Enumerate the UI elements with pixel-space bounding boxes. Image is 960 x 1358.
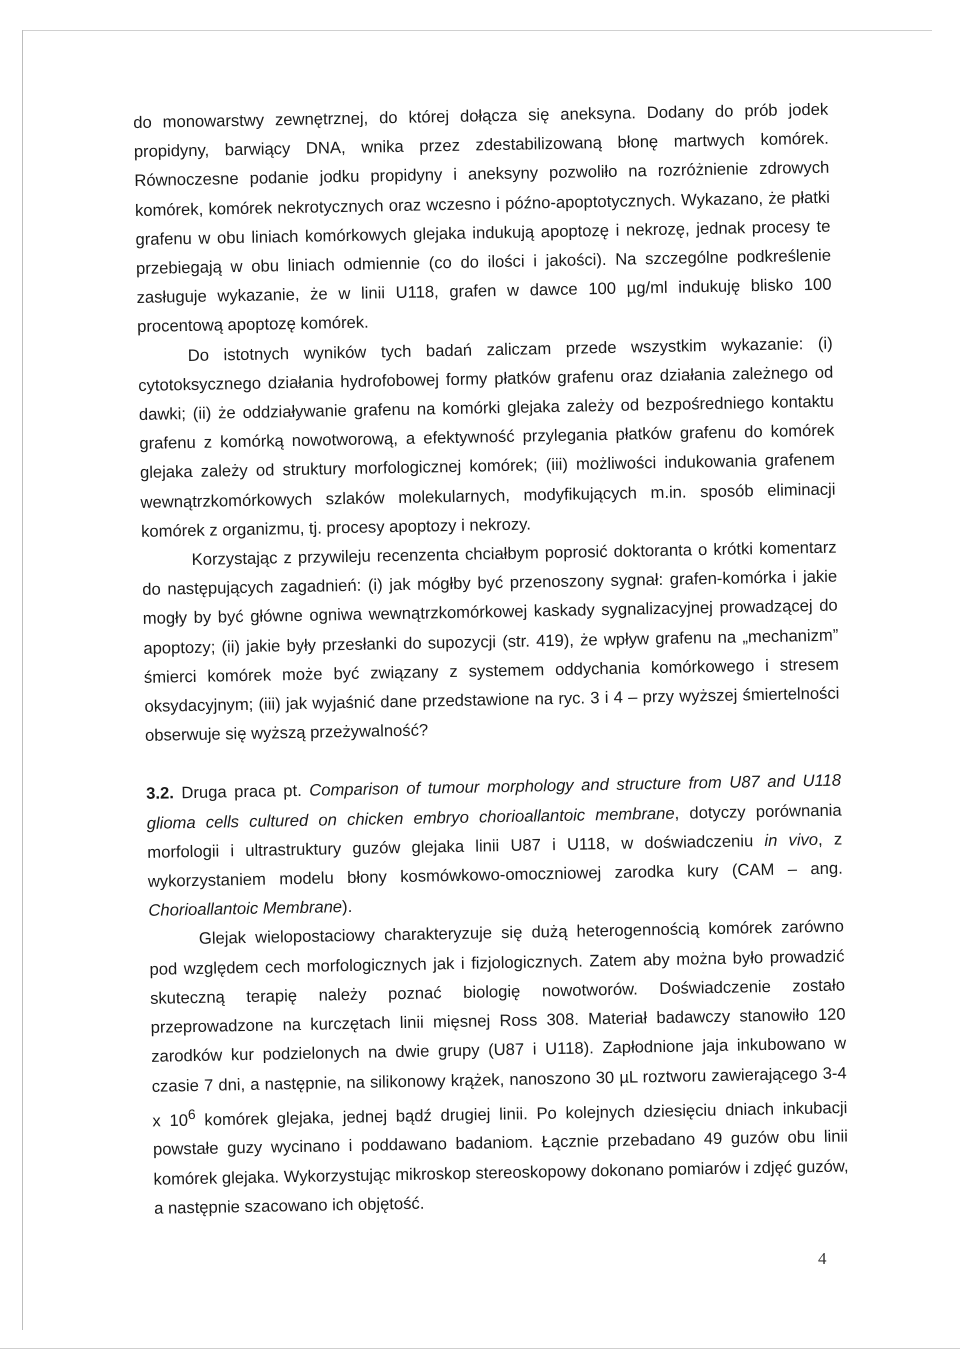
scan-edge-top bbox=[22, 30, 932, 31]
paper-title: Comparison of tumour morphology and structure from U87 and U118 glioma cells cultured on chicken embryo chorioallantoic membrane bbox=[146, 771, 842, 833]
section-intro: Druga praca pt. bbox=[181, 781, 302, 803]
paragraph-1: do monowarstwy zewnętrznej, do której dołącza się aneksyna. Dodany do prób jodek propidyny, barwiący DNA, wnika przez zdestabilizowaną błonę martwych komórek. Równoczesne podanie jodku propidyny i aneksyny pozwoliło na rozróżnienie zdrowych komórek, komórek nekrotycznych oraz wczesno i późno-apoptotycznych. Wykazano, że płatki grafenu w obu liniach komórkowych glejaka indukują apoptozę i nekrozę, jednak procesy te przebiegają w obu liniach odmiennie (co do ilości i jakości). Na szczególne podkreślenie zasługuje wykazanie, że w linii U118, grafen w dawce 100 µg/ml indukuję blisko 100 procentową apoptozę komórek. bbox=[133, 99, 832, 337]
paragraph-final-part-2: komórek glejaka, jednej bądź drugiej linii. Po kolejnych dziesięciu dniach inkubacji powstałe guzy wycinano i poddawano badaniom. Łącznie przebadano 49 guzów obu linii komórek glejaka. Wykorzystując mikroskop stereoskopowy dokonano pomiarów i zdjęć guzów, a następnie szacowano ich objętość. bbox=[152, 1097, 849, 1218]
paragraph-3: Korzystając z przywileju recenzenta chciałbym poprosić doktoranta o krótki komentarz do następujących zagadnień: (i) jak mógłby być przenoszony sygnał: grafen-komórka i jakie mogły by być główne ogniwa wewnątrzkomórkowej kaskady sygnalizacyjnej prowadzącej do apoptozy; (ii) jakie były przesłanki do supozycji (str. 419), że wpływ grafenu na „mechanizm” śmierci komórek może być związany z systemem oddychania komórkowego i stresem oksydacyjnym; (iii) jak wyjaśnić dane przedstawione na ryc. 3 i 4 – przy wyższej śmiertelności obserwuje się wyższą przeżywalność? bbox=[142, 537, 840, 746]
paragraph-final bbox=[149, 912, 850, 1223]
section-text-3: ). bbox=[341, 897, 353, 917]
document-body bbox=[133, 95, 849, 1223]
exponent: 6 bbox=[187, 1105, 196, 1122]
page-number: 4 bbox=[818, 1249, 827, 1268]
paragraph-2: Do istotnych wyników tych badań zaliczam przede wszystkim wykazanie: (i) cytotoksycznego działania hydrofobowej formy płatków grafenu oraz działania zależnego od dawki; (ii) że oddziaływanie grafenu na komórki glejaka zależy od bezpośredniego kontaktu grafenu z komórką nowotworową, a efektywność przylegania płatków grafenu do komórek glejaka zależy od struktury morfologicznej komórek; (iii) możliwości indukowania grafenem wewnątrzkomórkowych szlaków molekularnych, modyfikujących m.in. sposób eliminacji komórek z organizmu, tj. procesy apoptozy i nekrozy. bbox=[138, 333, 836, 541]
scan-edge-left bbox=[22, 30, 23, 1330]
in-vivo-term: in vivo bbox=[764, 829, 819, 850]
section-number: 3.2. bbox=[145, 783, 175, 804]
paragraph-final-part-1: Glejak wielopostaciowy charakteryzuje się dużą heterogennością komórek zarówno pod względem cech morfologicznych jak i fizjologicznych. Zatem aby można było prowadzić skuteczną terapię należy poznać biologię nowotworów. Doświadczenie zostało przeprowadzone na kurczętach linii mięsnej Ross 308. Materiał badawczy stanowiło 120 zarodków kur podzielonych na dwie grupy (U87 i U118). Zapłodnione jaja inkubowano w czasie 7 dni, a następnie, na silikonowy krążek, nanoszono 30 µL roztworu zawierającego 3-4 x 10 bbox=[149, 916, 847, 1131]
section-text-2: , z wykorzystaniem modelu błony kosmówkowo-omoczniowej zarodka kury (CAM – ang. bbox=[147, 829, 843, 891]
section-3-2-paragraph bbox=[146, 766, 844, 925]
cam-term: Chorioallantoic Membrane bbox=[148, 897, 343, 921]
section-text-1: , dotyczy porównania morfologii i ultrastruktury guzów glejaka linii U87 i U118, w doświadczeniu bbox=[147, 800, 842, 862]
scan-edge-bottom bbox=[0, 1348, 960, 1349]
